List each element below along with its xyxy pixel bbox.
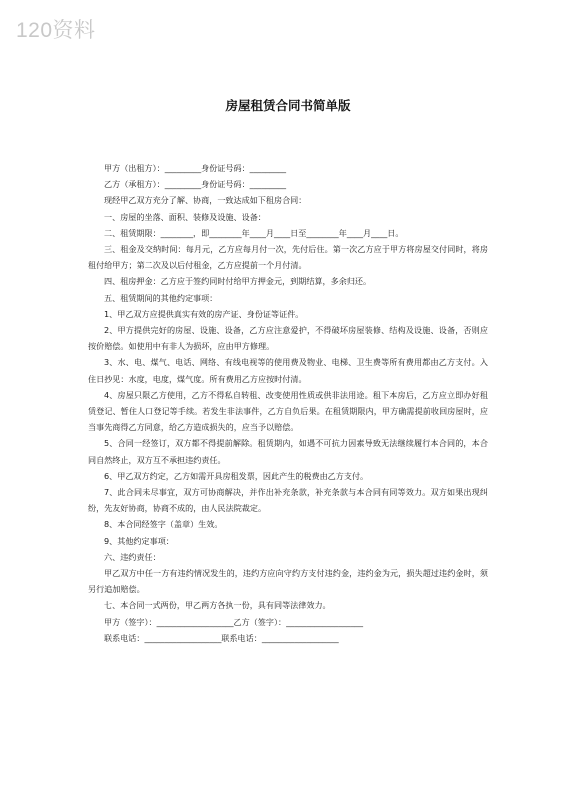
contract-paragraph: 甲乙双方中任一方有违约情况发生的，违约方应向守约方支付违约金，违约金为元，损失超过违约金时，须另行追加赔偿。	[88, 568, 488, 595]
contract-paragraph: 乙方（承租方）：_________身份证号码：_________	[104, 179, 287, 190]
contract-paragraph: 现经甲乙双方充分了解、协商，一致达成如下租房合同：	[104, 195, 307, 206]
document-title: 房屋租赁合同书简单版	[225, 98, 351, 113]
contract-paragraph: 三、租金及交纳时间：每月元，乙方应每月付一次，先付后住。第一次乙方应于甲方将房屋交付同时，将房租付给甲方；第二次及以后付租金，乙方应提前一个月付清。	[88, 244, 488, 271]
contract-paragraph: 六、违约责任：	[104, 551, 161, 562]
contract-paragraph: 7、此合同未尽事宜，双方可协商解决，并作出补充条款，补充条款与本合同有同等效力。双方如果出现纠纷，先友好协商，协商不成的，由人民法院裁定。	[88, 487, 488, 514]
watermark-logo: 120资料	[16, 19, 96, 42]
contract-paragraph: 甲方（出租方）：_________身份证号码：_________	[104, 163, 287, 173]
contract-paragraph: 6、甲乙双方约定，乙方如需开具房租发票，因此产生的税费由乙方支付。	[104, 470, 369, 481]
contract-paragraph: 3、水、电、煤气、电话、网络、有线电视等的使用费及物业、电梯、卫生费等所有费用都由乙方支付。入住日抄见：水度，电度，煤气度。所有费用乙方应按时付清。	[88, 357, 488, 384]
contract-paragraph: 五、租赁期间的其他约定事项：	[104, 292, 218, 303]
contract-document	[88, 96, 488, 646]
contract-paragraph: 8、本合同经签字（盖章）生效。	[104, 519, 223, 530]
contract-body	[88, 160, 488, 646]
contract-paragraph: 2、甲方提供完好的房屋、设施、设备，乙方应注意爱护，不得破坏房屋装修、结构及设施、设备，否则应按价赔偿。如使用中有非人为损坏，应由甲方修理。	[88, 325, 488, 352]
contract-paragraph: 四、租房押金：乙方应于签约同时付给甲方押金元，到期结算，多余归还。	[104, 276, 372, 287]
contract-paragraph: 七、本合同一式两份，甲乙两方各执一份，具有同等法律效力。	[104, 600, 331, 611]
contract-paragraph: 4、房屋只限乙方使用，乙方不得私自转租、改变使用性质或供非法用途。租下本房后，乙方应立即办好租赁登记、暂住人口登记等手续。若发生非法事件，乙方自负后果。在租赁期限内，甲方确需提前收回房屋时，应当事先商得乙方同意，给乙方造成损失的，应当予以赔偿。	[88, 389, 488, 433]
contract-paragraph: 联系电话：___________________联系电话：___________________	[104, 632, 339, 643]
contract-paragraph: 一、房屋的坐落、面积、装修及设施、设备：	[104, 211, 266, 222]
contract-paragraph: 二、租赁期限：________，即________年____月____日至________年____月____日。	[104, 227, 404, 238]
contract-paragraph: 1、甲乙双方应提供真实有效的房产证、身份证等证件。	[104, 308, 304, 319]
contract-paragraph: 甲方（签字）：___________________乙方（签字）：___________________	[104, 616, 363, 627]
contract-paragraph: 9、其他约定事项：	[104, 535, 174, 546]
contract-paragraph: 5、合同一经签订，双方都不得提前解除。租赁期内，如遇不可抗力因素导致无法继续履行本合同的，本合同自然终止，双方互不承担违约责任。	[88, 438, 488, 465]
